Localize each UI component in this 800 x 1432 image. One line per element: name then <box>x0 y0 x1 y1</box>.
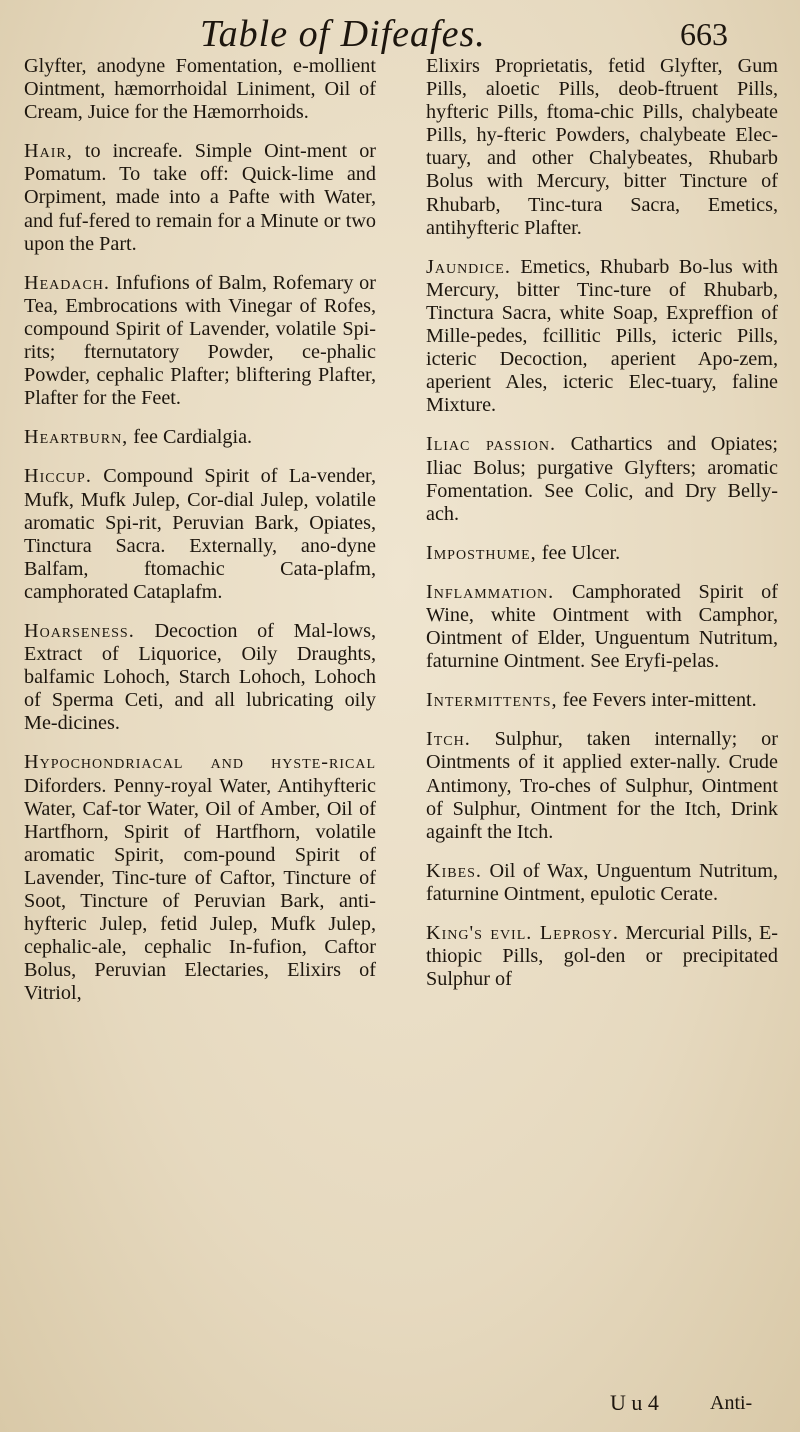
index-entry <box>426 581 778 673</box>
index-entry <box>24 620 376 735</box>
index-entry <box>426 922 778 991</box>
entry-text: Sulphur, taken internally; or Ointments of it applied exter-nally. Crude Antimony, Tro-ches of Sulphur, Ointment of Sulphur, Ointment for the Itch, Drink againft the Itch. <box>426 728 778 843</box>
index-entry <box>426 860 778 906</box>
signature-mark: U u 4 <box>610 1390 659 1415</box>
entry-heading: Headach. <box>24 271 110 294</box>
entry-heading: Inflammation. <box>426 580 555 603</box>
entry-text: Emetics, Rhubarb Bo-lus with Mercury, bitter Tinc-ture of Rhubarb, Tinctura Sacra, white Soap, Expreffion of Mille-pedes, fcillitic Pills, icteric Pills, icteric Decoction, aperient Apo-zem, aperient Ales, icteric Elec-tuary, faline Mixture. <box>426 255 779 417</box>
index-entry <box>24 272 376 411</box>
index-entry <box>24 426 376 449</box>
entry-text: fee Ulcer. <box>541 541 621 564</box>
entry-text: Mercurial Pills, E-thiopic Pills, gol-den or precipitated Sulphur of <box>426 922 778 991</box>
entry-heading: Itch. <box>426 728 471 751</box>
entry-text: Elixirs Proprietatis, fetid Glyfter, Gum Pills, aloetic Pills, deob-ftruent Pills, hyfteric Pills, ftoma-chic Pills, chalybeate Pills, hy-fteric Powders, chalybeate Elec-tuary, and other Chalybeates, Rhubarb Bolus with Mercury, bitter Tincture of Rhubarb, Tinc-tura Sacra, Emetics, antihyfteric Plafter. <box>426 55 778 239</box>
entry-text: fee Cardialgia. <box>133 426 253 449</box>
entry-heading: King's evil. Leprosy. <box>426 922 619 944</box>
entry-text: to increafe. Simple Oint-ment or Pomatum. To take off: Quick-lime and Orpiment, made into a Pafte with Water, and fuf-fered to remain for a Minute or two upon the Part. <box>24 140 377 255</box>
index-entry <box>24 140 376 255</box>
entry-heading: Hair, <box>24 140 73 163</box>
entry-heading: Intermittents, <box>426 689 558 712</box>
index-entry <box>24 465 376 604</box>
index-entry <box>426 689 778 712</box>
entry-heading: Jaundice. <box>426 255 511 278</box>
index-entry <box>426 542 778 565</box>
entry-heading: Hypochondriacal and hyste-rical <box>24 751 376 774</box>
index-entry <box>426 728 778 843</box>
right-column <box>426 55 778 1007</box>
index-entry <box>426 256 778 418</box>
entry-heading: Imposthume, <box>426 541 537 564</box>
running-head <box>0 10 800 60</box>
entry-text: Compound Spirit of La-vender, Mufk, Mufk Julep, Cor-dial Julep, volatile aromatic Spi-rit, Peruvian Bark, Opiates, Tinctura Sacra. Externally, ano-dyne Balfam, ftomachic Cata-plafm, camphorated Cataplafm. <box>24 465 377 603</box>
entry-text: Cathartics and Opiates; Iliac Bolus; purgative Glyfters; aromatic Fomentation. See Colic, and Dry Belly-ach. <box>426 433 779 525</box>
index-entry <box>426 433 778 525</box>
entry-text: fee Fevers inter-mittent. <box>562 689 757 712</box>
entry-heading: Kibes. <box>426 859 482 882</box>
entry-text: Camphorated Spirit of Wine, white Ointment with Camphor, Ointment of Elder, Unguentum Nutritum, faturnine Ointment. See Eryfi-pelas. <box>426 580 778 673</box>
page-number: 663 <box>680 16 728 52</box>
entry-text: Infufions of Balm, Rofemary or Tea, Embrocations with Vinegar of Rofes, compound Spirit of Lavender, volatile Spi-rits; fternutatory Powder, ce-phalic Powder, cephalic Plafter; bliftering Plafter, Plafter for the Feet. <box>24 271 376 410</box>
entry-heading: Hiccup. <box>24 465 92 488</box>
index-entry <box>24 55 376 124</box>
entry-text: Glyfter, anodyne Fomentation, e-mollient Ointment, hæmorrhoidal Liniment, Oil of Cream, Juice for the Hæmorrhoids. <box>24 55 376 124</box>
entry-heading: Hoarseness. <box>24 619 135 642</box>
index-entry <box>426 55 778 240</box>
entry-text: Oil of Wax, Unguentum Nutritum, faturnine Ointment, epulotic Cerate. <box>426 859 779 905</box>
entry-heading: Heartburn, <box>24 426 129 449</box>
catchword: Anti- <box>710 1392 753 1414</box>
page-title: Table of Difeafes. <box>200 13 486 55</box>
entry-text: Decoction of Mal-lows, Extract of Liquorice, Oily Draughts, balfamic Lohoch, Starch Lohoch, Lohoch of Sperma Ceti, and all lubricating oily Me-dicines. <box>24 619 377 735</box>
entry-text: Diforders. Penny-royal Water, Antihyfteric Water, Caf-tor Water, Oil of Amber, Oil of Hartfhorn, Spirit of Hartfhorn, volatile aromatic Spirit, com-pound Spirit of Lavender, Tinc-ture of Caftor, Tincture of Soot, Tincture of Peruvian Bark, anti-hyfteric Julep, fetid Julep, Mufk Julep, cephalic-ale, cephalic In-fufion, Caftor Bolus, Peruvian Electaries, Elixirs of Vitriol, <box>24 774 376 1005</box>
entry-heading: Iliac passion. <box>426 433 557 456</box>
index-entry <box>24 751 376 1005</box>
left-column <box>24 55 376 1021</box>
